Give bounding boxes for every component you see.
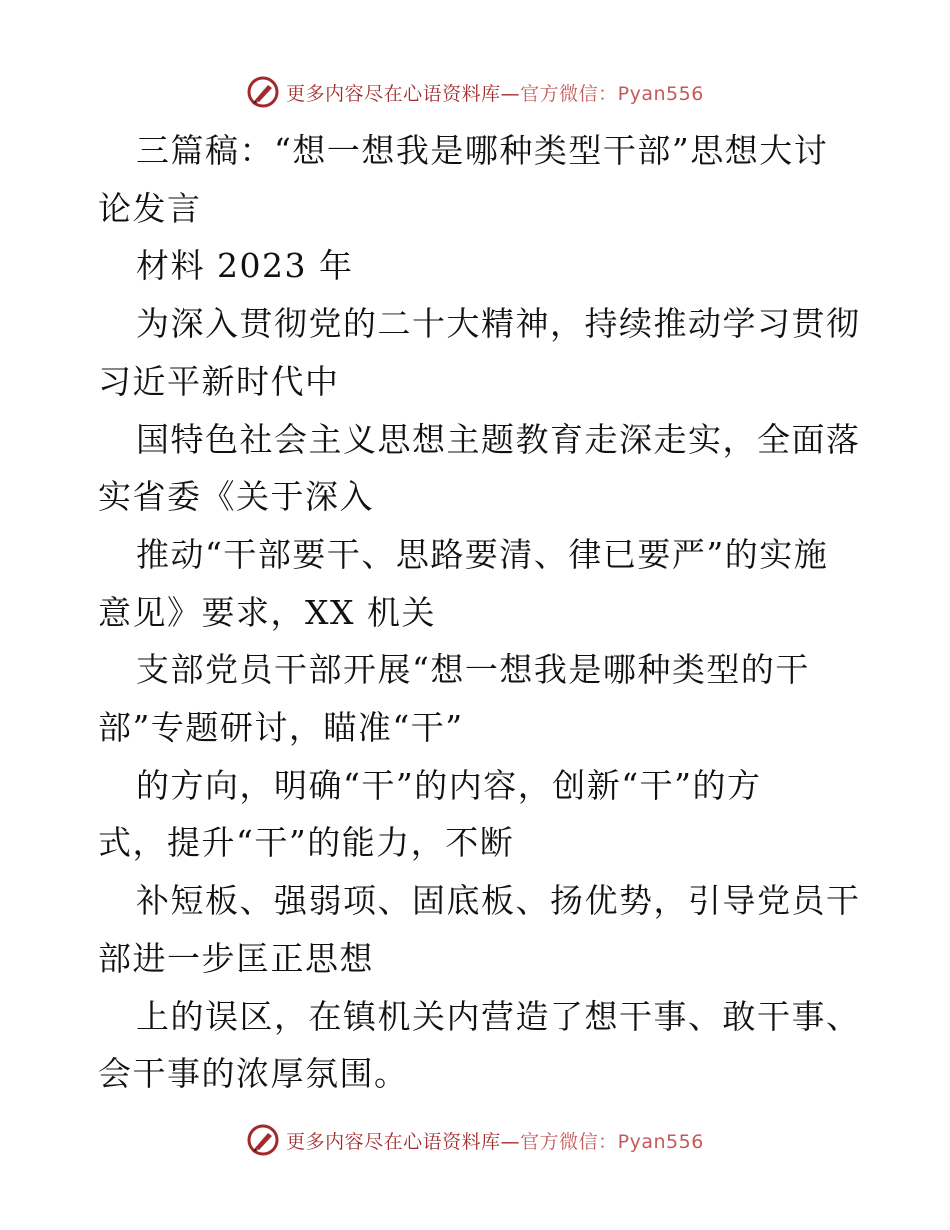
header-watermark-banner: [0, 72, 950, 112]
paragraph-line: 支部党员干部开展“想一想我是哪种类型的干: [136, 650, 810, 690]
footer-banner-wechat: 官方微信：Pyan556: [520, 1130, 704, 1153]
paragraph-line: 会干事的浓厚氛围。: [98, 1054, 409, 1094]
paragraph-line: 为深入贯彻党的二十大精神，持续推动学习贯彻: [136, 304, 861, 344]
paragraph: [98, 988, 861, 1103]
paragraph: [98, 411, 861, 526]
paragraph: [98, 757, 858, 872]
paragraph-line: 式，提升“干”的能力，不断: [98, 823, 515, 863]
pen-logo-icon: [246, 1123, 280, 1157]
paragraph-line: 习近平新时代中: [98, 361, 340, 401]
paragraph: [98, 641, 858, 756]
footer-banner-text: [286, 1127, 704, 1154]
paragraph-line: 部”专题研讨，瞄准“干”: [98, 708, 464, 748]
pen-logo-icon: [246, 75, 280, 109]
paragraph: [98, 237, 858, 295]
paragraph-line: 论发言: [98, 188, 202, 228]
header-banner-text: [286, 79, 704, 106]
header-banner-wechat: 官方微信：Pyan556: [520, 82, 704, 105]
paragraph: [98, 526, 858, 641]
footer-watermark-banner: [0, 1120, 950, 1160]
paragraph-line: 的方向，明确“干”的内容，创新“干”的方: [136, 765, 762, 805]
paragraph: [98, 295, 861, 410]
header-banner-main: 更多内容尽在心语资料库—: [286, 82, 521, 105]
paragraph-line: 部进一步匡正思想: [98, 938, 374, 978]
paragraph-line: 材料 2023 年: [136, 246, 354, 286]
paragraph-line: 意见》要求，XX 机关: [98, 592, 436, 632]
paragraph: [98, 872, 861, 987]
paragraph-line: 三篇稿：“想一想我是哪种类型干部”思想大讨: [136, 131, 829, 170]
paragraph-line: 补短板、强弱项、固底板、扬优势，引导党员干: [136, 881, 861, 921]
footer-banner-main: 更多内容尽在心语资料库—: [286, 1130, 521, 1153]
paragraph-line: 推动“干部要干、思路要清、律已要严”的实施: [136, 534, 829, 574]
paragraph-line: 实省委《关于深入: [98, 477, 374, 517]
paragraph-line: 国特色社会主义思想主题教育走深走实，全面落: [136, 419, 861, 459]
document-body: [98, 122, 861, 1103]
paragraph-line: 上的误区，在镇机关内营造了想干事、敢干事、: [136, 996, 861, 1036]
paragraph: [98, 122, 858, 237]
